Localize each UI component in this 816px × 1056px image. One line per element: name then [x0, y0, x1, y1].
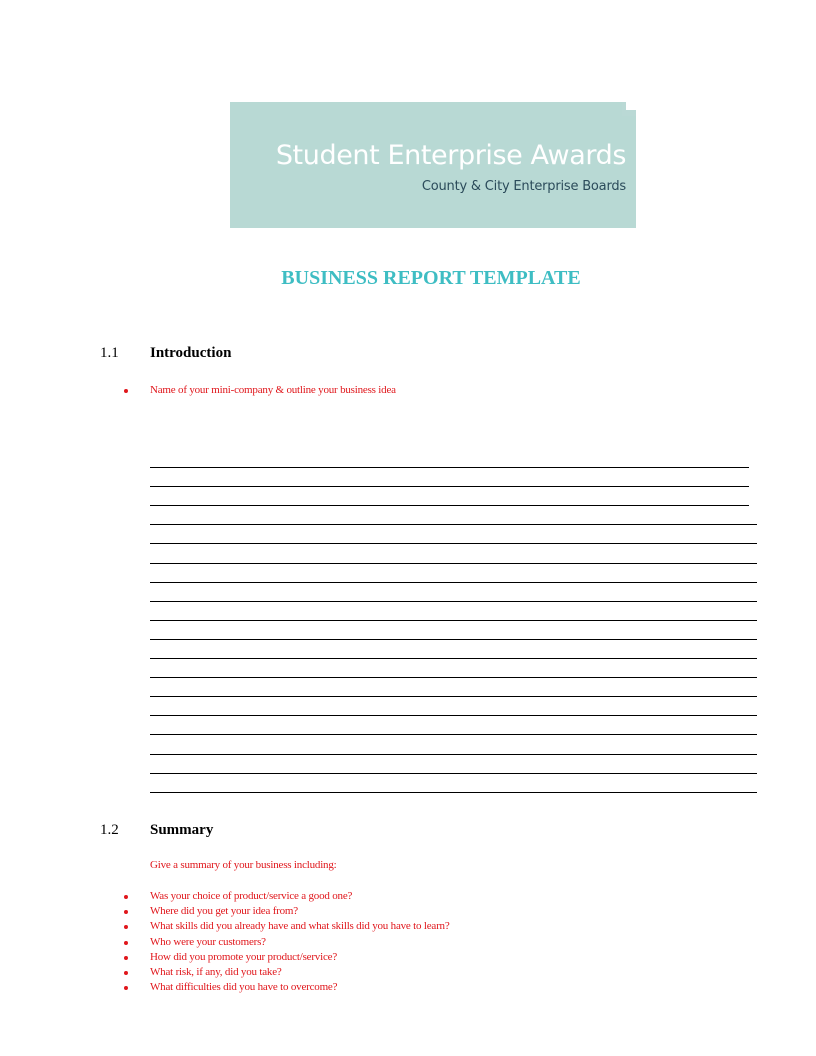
writing-line: [150, 583, 757, 602]
bullet-text: What skills did you already have and what skills did you have to learn?: [150, 920, 450, 933]
logo-banner: [230, 102, 636, 228]
bullet-icon: [124, 941, 128, 945]
writing-line: [150, 544, 757, 563]
logo-panel-edge: [620, 116, 636, 228]
bullet-icon: [124, 895, 128, 899]
bullet-icon: [124, 389, 128, 393]
logo-main-text: Student Enterprise Awards: [275, 140, 626, 171]
section-heading-introduction: Introduction: [150, 345, 232, 361]
bullet-icon: [124, 971, 128, 975]
writing-line: [150, 506, 757, 525]
bullet-icon: [124, 925, 128, 929]
section-number: 1.1: [100, 345, 119, 361]
bullet-text: Was your choice of product/service a good one?: [150, 890, 353, 902]
bullet-text: Name of your mini-company & outline your business idea: [150, 384, 396, 396]
document-title: BUSINESS REPORT TEMPLATE: [281, 267, 581, 289]
bullet-icon: [124, 986, 128, 990]
writing-lines: [150, 449, 757, 793]
logo-sub-text: County & City Enterprise Boards: [421, 179, 626, 194]
writing-line: [150, 678, 757, 697]
section-intro-text: Give a summary of your business including:: [150, 859, 337, 871]
writing-line: [150, 487, 749, 506]
bullet-text: Where did you get your idea from?: [150, 905, 298, 918]
writing-line: [150, 602, 757, 621]
writing-line: [150, 564, 757, 583]
writing-line: [150, 716, 757, 735]
bullet-text: Who were your customers?: [150, 935, 266, 948]
bullet-text: What difficulties did you have to overcome?: [150, 981, 338, 994]
section-heading-summary: Summary: [150, 822, 214, 838]
writing-line: [150, 735, 757, 754]
bullet-icon: [124, 910, 128, 914]
writing-line: [150, 659, 757, 678]
bullet-icon: [124, 956, 128, 960]
writing-line: [150, 774, 757, 793]
writing-line: [150, 755, 757, 774]
bullet-text: What risk, if any, did you take?: [150, 966, 282, 978]
writing-line: [150, 621, 757, 640]
writing-line: [150, 525, 757, 544]
bullet-text: How did you promote your product/service?: [150, 950, 338, 963]
writing-line: [150, 640, 757, 659]
section-number: 1.2: [100, 822, 119, 838]
writing-line: [150, 468, 749, 487]
writing-line: [150, 697, 757, 716]
writing-line: [150, 449, 749, 468]
